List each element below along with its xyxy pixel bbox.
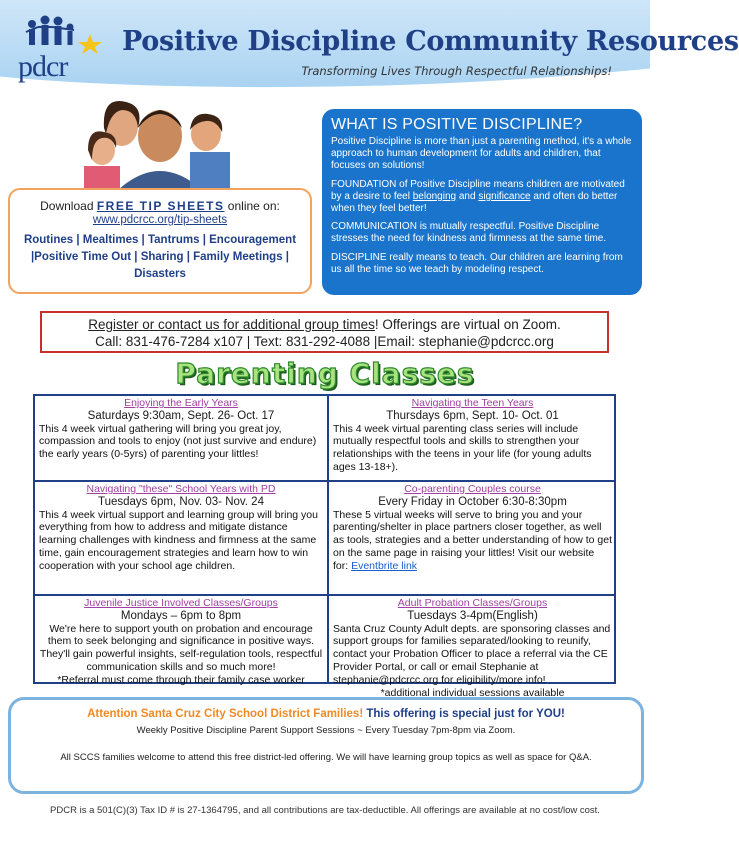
tagline: Transforming Lives Through Respectful Relationships! — [301, 64, 612, 78]
class-card-school-years — [35, 482, 327, 594]
pdcr-logo — [18, 14, 114, 86]
register-link[interactable]: Register or contact us for additional group times — [88, 317, 375, 332]
class-title-link[interactable]: Adult Probation Classes/Groups — [397, 597, 548, 609]
class-card-early-years — [35, 396, 327, 480]
what-is-heading: WHAT IS POSITIVE DISCIPLINE? — [331, 116, 583, 133]
what-is-positive-discipline-box — [322, 109, 642, 295]
class-description: Santa Cruz County Adult depts. are sponsoring classes and support groups for families separated/looking to reunify, contact your Probation Officer to place a referral via the CE Provider Portal, or call or email Stephanie at stephanie@pdcrcc.org for eligibility/more info! — [333, 622, 611, 686]
what-is-communication: COMMUNICATION is mutually respectful. Positive Discipline stresses the need for kindness and firmness at the same time. — [331, 221, 607, 245]
class-description: We're here to support youth on probation and encourage them to seek belonging and significance in positive ways. They'll gain powerful insights, self-regulation tools, respectful communication skills and so much more! — [39, 622, 323, 673]
parenting-classes-heading: Parenting Classes — [175, 357, 475, 390]
class-card-teen-years — [329, 396, 616, 480]
class-title-link[interactable]: Co-parenting Couples course — [404, 483, 541, 495]
class-title-link[interactable]: Navigating "these" School Years with PD — [86, 483, 276, 495]
class-time: Tuesdays 6pm, Nov. 03- Nov. 24 — [98, 495, 264, 508]
tip-sheet-topics: Routines | Mealtimes | Tantrums | Encouragement |Positive Time Out | Sharing | Family Meetings | Disasters — [23, 234, 297, 280]
tip-sheets-url-link[interactable]: www.pdcrcc.org/tip-sheets — [92, 214, 228, 226]
tip-sheets-box — [8, 188, 312, 294]
class-time: Every Friday in October 6:30-8:30pm — [378, 495, 567, 508]
eventbrite-link[interactable]: Eventbrite link — [351, 559, 418, 572]
attention-description: All SCCS families welcome to attend this free district-led offering. We will have learning group topics as well as space for Q&A. — [60, 752, 592, 763]
class-title-link[interactable]: Enjoying the Early Years — [124, 397, 238, 409]
class-time: Tuesdays 3-4pm(English) — [407, 609, 538, 622]
sccs-attention-box — [8, 697, 644, 794]
class-card-juvenile-justice — [35, 596, 327, 686]
class-time: Saturdays 9:30am, Sept. 26- Oct. 17 — [87, 409, 275, 422]
class-description: This 4 week virtual support and learning group will bring you everything from how to address and mitigate distance learning challenges with kindness and firmness at the same time, gain encouragement strategies and learn how to win cooperation with your school age children. — [39, 508, 318, 572]
page-header — [0, 0, 739, 92]
family-figures-icon — [18, 14, 114, 54]
what-is-discipline: DISCIPLINE really means to teach. Our children are learning from us all the time so we teach by modeling respect. — [331, 251, 623, 275]
class-note: *Referral must come through their family case worker — [57, 673, 305, 686]
class-title-link[interactable]: Juvenile Justice Involved Classes/Groups — [84, 597, 278, 609]
contact-line: Call: 831-476-7284 x107 | Text: 831-292-4088 |Email: stephanie@pdcrcc.org — [95, 334, 554, 349]
tip-sheets-download-line: Download FREE TIP SHEETS online on: — [40, 199, 280, 213]
org-title: Positive Discipline Community Resources — [122, 26, 739, 57]
class-description: These 5 virtual weeks will serve to bring you and your parenting/shelter in place partners closer together, as well as tools, strategies and a better understanding of how to get on the same page in raising your littles! Visit our website for: — [333, 508, 613, 572]
class-note: *additional individual sessions available — [380, 686, 565, 699]
family-photo — [78, 88, 238, 190]
class-time: Mondays – 6pm to 8pm — [120, 609, 242, 622]
footer-tax-info: PDCR is a 501(C)(3) Tax ID # is 27-1364795, and all contributions are tax-deductible. All offerings are available at no cost/low cost. — [50, 805, 600, 816]
class-card-co-parenting — [329, 482, 616, 594]
attention-schedule: Weekly Positive Discipline Parent Support Sessions ~ Every Tuesday 7pm-8pm via Zoom. — [136, 725, 516, 736]
class-title-link[interactable]: Navigating the Teen Years — [411, 397, 534, 409]
classes-grid — [33, 394, 616, 699]
what-is-foundation: FOUNDATION of Positive Discipline means children are motivated by a desire to feel belonging and significance and often do better when they feel better! — [331, 178, 625, 215]
class-card-adult-probation — [329, 596, 616, 699]
attention-headline: Attention Santa Cruz City School District Families! This offering is special just for YOU! — [87, 708, 565, 720]
class-description: This 4 week virtual gathering will bring you great joy, compassion and tools to enjoy (not just survive and endure) the early years (0-5yrs) of parenting your littles! — [39, 422, 317, 461]
class-description: This 4 week virtual parenting class series will include mutually respectful tools and skills to strengthen your relationships with the teens in your life (for young adults ages 13-18+). — [333, 422, 592, 473]
class-time: Thursdays 6pm, Sept. 10- Oct. 01 — [386, 409, 559, 422]
register-contact-box — [40, 311, 609, 353]
register-line: Register or contact us for additional group times! Offerings are virtual on Zoom. — [88, 317, 561, 332]
free-tip-sheets-link[interactable]: FREE TIP SHEETS — [96, 199, 225, 213]
what-is-intro: Positive Discipline is more than just a parenting method, it's a whole approach to human development for adults and children, that focuses on solutions! — [331, 136, 632, 172]
logo-text: pdcr — [18, 50, 68, 83]
